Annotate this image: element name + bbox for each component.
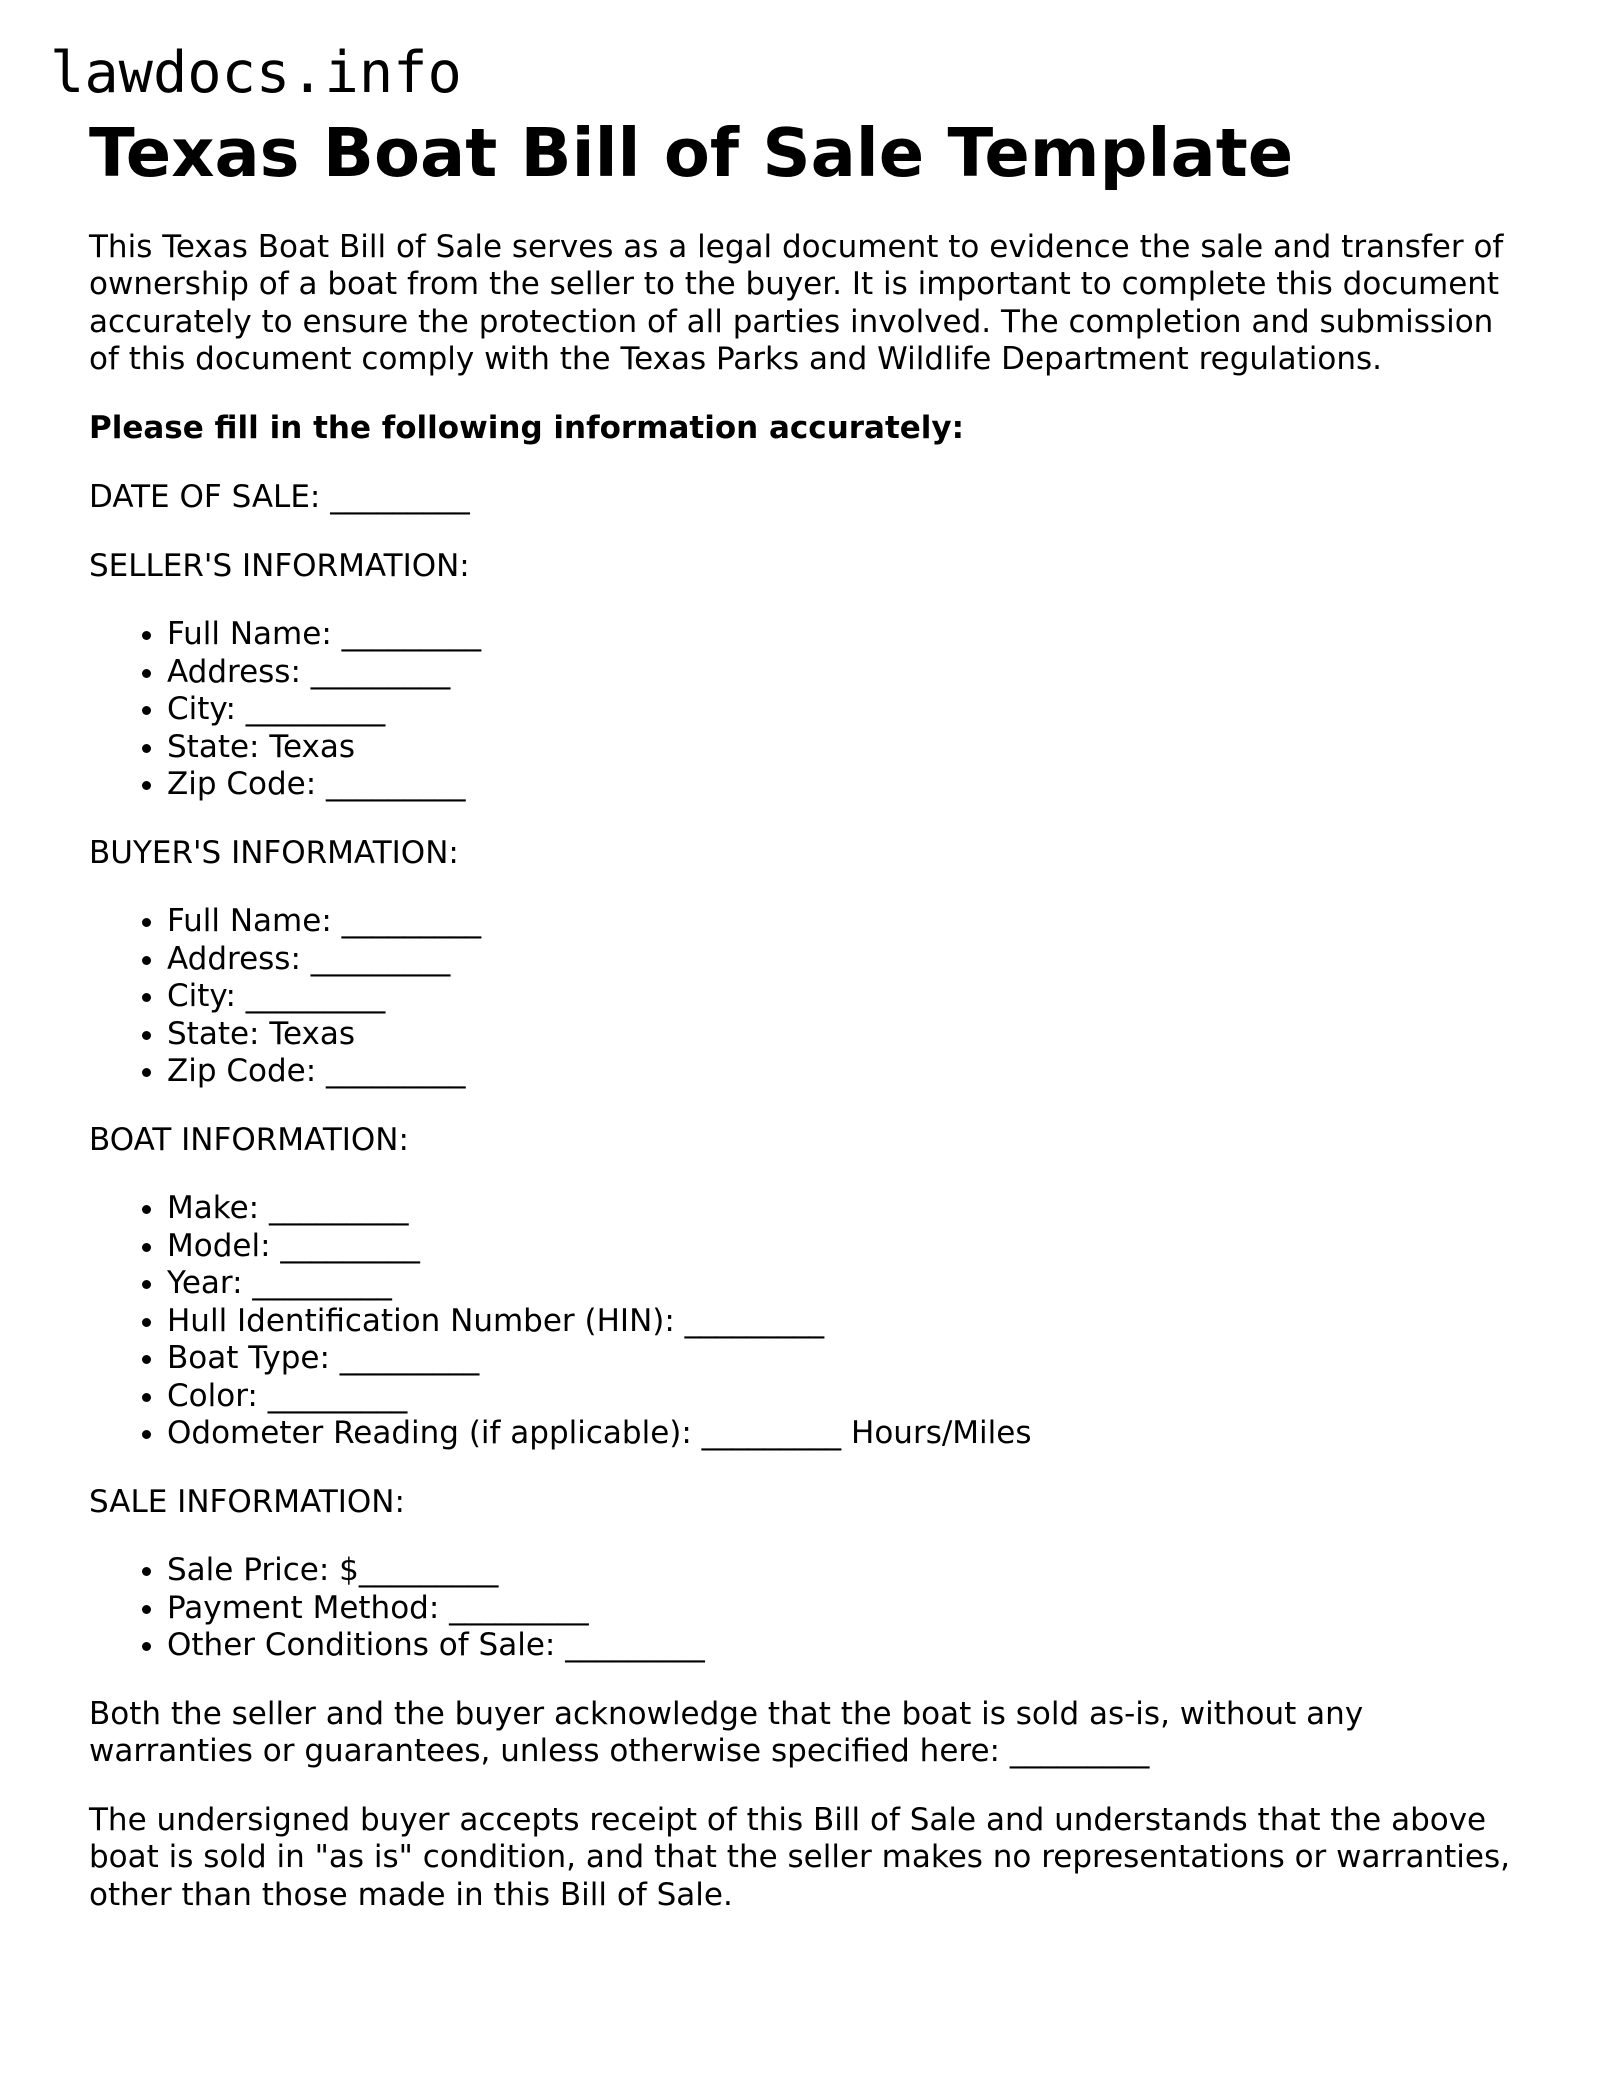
- buyer-section-heading: BUYER'S INFORMATION:: [89, 834, 459, 871]
- payment-method-field: • Payment Method: _________: [167, 1590, 1529, 1628]
- sale-field-list: [89, 1552, 1529, 1665]
- seller-section-heading: SELLER'S INFORMATION:: [89, 547, 470, 584]
- buyer-address-field: • Address: _________: [167, 941, 1529, 979]
- seller-state-field: • State: Texas: [167, 729, 1529, 767]
- boat-make-field: • Make: _________: [167, 1190, 1529, 1228]
- document-body: [89, 114, 1529, 1914]
- boat-color-field: • Color: _________: [167, 1378, 1529, 1416]
- buyer-city-field: • City: _________: [167, 978, 1529, 1016]
- other-conditions-field: • Other Conditions of Sale: _________: [167, 1627, 1529, 1665]
- boat-year-field: • Year: _________: [167, 1265, 1529, 1303]
- date-of-sale-field: DATE OF SALE: _________: [89, 479, 470, 516]
- boat-section-heading: BOAT INFORMATION:: [89, 1121, 409, 1158]
- seller-address-field: • Address: _________: [167, 654, 1529, 692]
- document-title: Texas Boat Bill of Sale Template: [89, 114, 1294, 192]
- buyer-acceptance-statement: The undersigned buyer accepts receipt of this Bill of Sale and understands that the above boat is sold in "as is" condition, and that the seller makes no representations or warranties, other than those made in this Bill of Sale.: [89, 1801, 1510, 1913]
- boat-model-field: • Model: _________: [167, 1228, 1529, 1266]
- as-is-acknowledgment: Both the seller and the buyer acknowledge that the boat is sold as-is, without any warranties or guarantees, unless otherwise specified here: _________: [89, 1695, 1364, 1770]
- seller-zip-code-field: • Zip Code: _________: [167, 766, 1529, 804]
- seller-city-field: • City: _________: [167, 691, 1529, 729]
- site-name: lawdocs.info: [50, 40, 462, 106]
- boat-field-list: [89, 1190, 1529, 1453]
- boat-odometer-field: • Odometer Reading (if applicable): _________ Hours/Miles: [167, 1415, 1529, 1453]
- seller-field-list: [89, 616, 1529, 804]
- boat-hin-field: • Hull Identification Number (HIN): _________: [167, 1303, 1529, 1341]
- sale-section-heading: SALE INFORMATION:: [89, 1483, 405, 1520]
- buyer-full-name-field: • Full Name: _________: [167, 903, 1529, 941]
- buyer-zip-code-field: • Zip Code: _________: [167, 1053, 1529, 1091]
- sale-price-field: • Sale Price: $_________: [167, 1552, 1529, 1590]
- buyer-state-field: • State: Texas: [167, 1016, 1529, 1054]
- fill-instruction: Please fill in the following information accurately:: [89, 409, 965, 446]
- seller-full-name-field: • Full Name: _________: [167, 616, 1529, 654]
- intro-paragraph: This Texas Boat Bill of Sale serves as a legal document to evidence the sale and transfer of ownership of a boat from the seller to the buyer. It is important to complete this document accurately to ensure the protection of all parties involved. The completion and submission of this document comply with the Texas Parks and Wildlife Department regulations.: [89, 228, 1504, 378]
- buyer-field-list: [89, 903, 1529, 1091]
- boat-type-field: • Boat Type: _________: [167, 1340, 1529, 1378]
